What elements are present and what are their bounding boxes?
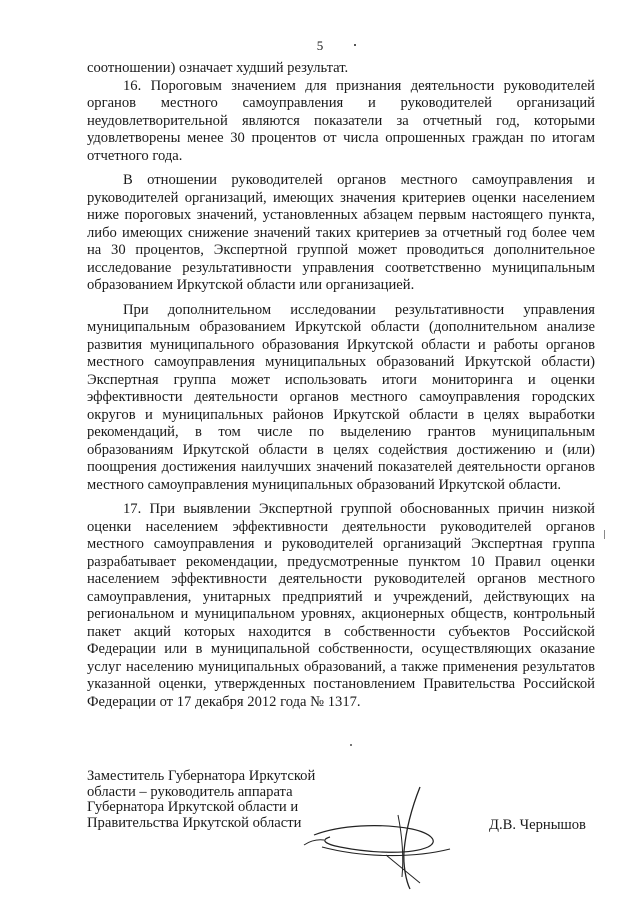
scan-speck <box>350 744 352 746</box>
paragraph: В отношении руководителей органов местного самоуправления и руководителей организаций, имеющих значения критериев оценки населением ниже пороговых значений, установленных абзацем первым настоящего пункта, либо имеющих снижение значений таких критериев за отчетный год более чем на 30 процентов, Экспертной группой может проводиться дополнительное исследование результативности управления соответственно муниципальным образованием Иркутской области или организацией. <box>87 172 595 293</box>
signature-title-line: Заместитель Губернатора Иркутской <box>87 768 316 784</box>
handwritten-signature <box>300 785 475 890</box>
page-number: 5 <box>316 38 324 53</box>
signature-title-line: Правительства Иркутской области <box>87 814 302 831</box>
scan-speck <box>354 44 356 46</box>
paragraph: 17. При выявлении Экспертной группой обоснованных причин низкой оценки населением эффективности деятельности руководителей органов местного самоуправления и руководителей организаций Экспертная группа разрабатывает рекомендации, предусмотренные пунктом 10 Правил оценки населением эффективности деятельности руководителей органов местного самоуправления, унитарных предприятий и учреждений, действующих на региональном и муниципальном уровнях, акционерных обществ, контрольный пакет акций которых находится в собственности субъектов Российской Федерации или в муниципальной собственности, осуществляющих оказание услуг населению муниципальных образований, а также применения результатов указанной оценки, утвержденных постановлением Правительства Российской Федерации от 17 декабря 2012 года № 1317. <box>87 501 595 710</box>
paragraph: соотношении) означает худший результат. <box>87 60 349 76</box>
document-body <box>87 60 595 711</box>
signatory-name: Д.В. Чернышов <box>489 817 586 833</box>
paragraph: 16. Пороговым значением для признания деятельности руководителей органов местного самоуправления и руководителей организаций неудовлетворительной являются показатели за отчетный год, которыми удовлетворены менее 30 процентов от числа опрошенных граждан по итогам отчетного года. <box>87 77 595 164</box>
scan-speck <box>604 530 605 539</box>
signature-title-block <box>87 769 315 831</box>
signature-title-line: области – руководитель аппарата <box>87 783 293 800</box>
paragraph: При дополнительном исследовании результативности управления муниципальным образованием Иркутской области (дополнительном анализе развития муниципального образования Иркутской области и работы органов местного самоуправления муниципальных образований Иркутской области) Экспертная группа может использовать итоги мониторинга и оценки эффективности деятельности органов местного самоуправления городских округов и муниципальных районов Иркутской области в целях выработки рекомендаций, в том числе по выделению грантов муниципальным образованиям Иркутской области в целях содействия достижению и (или) поощрения достижения наилучших значений показателей деятельности органов местного самоуправления муниципальных образований Иркутской области. <box>87 301 595 493</box>
signature-title-line: Губернатора Иркутской области и <box>87 799 299 815</box>
